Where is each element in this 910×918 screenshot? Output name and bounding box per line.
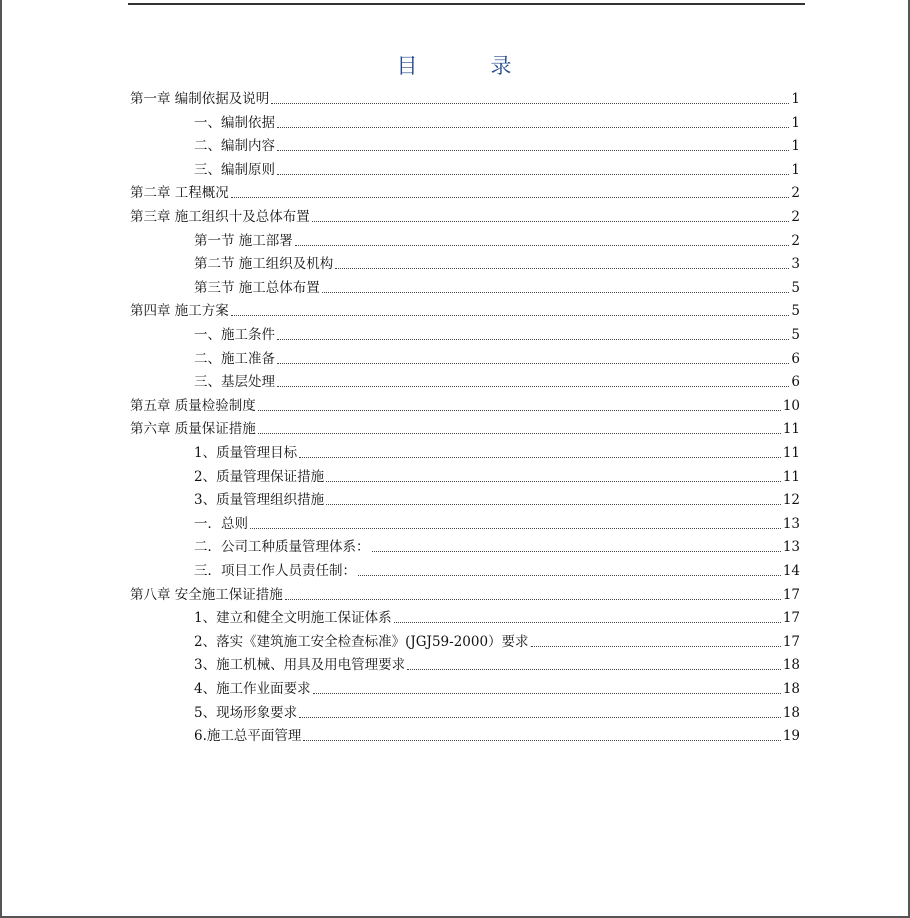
toc-entry-label: 二、施工准备	[194, 350, 275, 367]
toc-entry-label: 第五章 质量检验制度	[130, 397, 256, 414]
toc-entry-label: 4、施工作业面要求	[194, 681, 311, 697]
toc-dot-leader	[326, 481, 781, 482]
toc-entry-page-number: 1	[791, 138, 800, 155]
toc-entry-page-number: 6	[791, 350, 800, 367]
toc-entry-page-number: 17	[782, 633, 800, 650]
toc-dot-leader	[277, 127, 789, 128]
toc-entry[interactable]	[194, 678, 800, 698]
toc-entry-page-number: 2	[791, 185, 800, 202]
toc-dot-leader	[313, 693, 781, 694]
toc-entry-page-number: 1	[791, 161, 800, 178]
toc-entry[interactable]	[194, 513, 800, 533]
toc-entry[interactable]	[194, 253, 800, 273]
toc-entry-label: 第八章 安全施工保证措施	[130, 586, 283, 603]
toc-entry-page-number: 19	[782, 728, 800, 745]
toc-entry-page-number: 5	[791, 279, 800, 296]
toc-dot-leader	[358, 575, 781, 576]
toc-dot-leader	[299, 717, 781, 718]
toc-entry[interactable]	[194, 631, 800, 651]
toc-entry-page-number: 11	[782, 445, 800, 461]
toc-entry-page-number: 1	[791, 114, 800, 131]
toc-entry[interactable]	[194, 725, 800, 745]
toc-dot-leader	[277, 150, 789, 151]
toc-dot-leader	[295, 245, 790, 246]
toc-dot-leader	[271, 103, 789, 104]
toc-entry-label: 2、质量管理保证措施	[194, 468, 325, 485]
toc-entry-page-number: 12	[782, 492, 800, 509]
toc-dot-leader	[531, 646, 781, 647]
toc-entry[interactable]	[194, 654, 800, 674]
toc-entry-page-number: 14	[782, 563, 800, 579]
toc-entry-label: 1、质量管理目标	[194, 445, 298, 461]
toc-dot-leader	[322, 292, 790, 293]
toc-entry-label: 第二节 施工组织及机构	[194, 256, 334, 273]
toc-dot-leader	[250, 528, 781, 529]
toc-dot-leader	[231, 315, 790, 316]
toc-entry[interactable]	[194, 159, 800, 179]
toc-entry-label: 第六章 质量保证措施	[130, 421, 256, 438]
toc-entry-label: 一．总则	[194, 515, 248, 532]
toc-entry[interactable]	[194, 702, 800, 722]
toc-entry-label: 三．项目工作人员责任制：	[194, 563, 356, 579]
toc-dot-leader	[285, 599, 781, 600]
toc-dot-leader	[303, 740, 780, 741]
toc-entry-label: 第四章 施工方案	[130, 303, 229, 320]
toc-entry-page-number: 17	[782, 610, 800, 627]
toc-entry[interactable]	[194, 607, 800, 627]
toc-entry-label: 3、施工机械、用具及用电管理要求	[194, 657, 406, 674]
toc-entry[interactable]	[130, 395, 800, 415]
page-title: 目 录	[396, 54, 538, 78]
toc-entry-label: 5、现场形象要求	[194, 704, 298, 721]
toc-entry[interactable]	[130, 206, 800, 226]
toc-entry[interactable]	[130, 300, 800, 320]
toc-entry-label: 三、基层处理	[194, 374, 275, 391]
toc-entry-page-number: 5	[791, 303, 800, 320]
toc-dot-leader	[277, 339, 789, 340]
toc-entry[interactable]	[194, 277, 800, 297]
toc-dot-leader	[326, 504, 781, 505]
toc-dot-leader	[312, 221, 790, 222]
toc-dot-leader	[372, 551, 781, 552]
toc-entry-page-number: 2	[791, 232, 800, 249]
toc-entry-page-number: 18	[782, 704, 800, 721]
toc-entry-page-number: 10	[782, 397, 800, 414]
toc-entry[interactable]	[194, 324, 800, 344]
toc-entry[interactable]	[194, 135, 800, 155]
toc-dot-leader	[407, 669, 781, 670]
toc-entry-page-number: 18	[782, 657, 800, 674]
toc-entry-label: 3、质量管理组织措施	[194, 492, 325, 509]
toc-entry[interactable]	[130, 418, 800, 438]
toc-dot-leader	[335, 268, 789, 269]
toc-entry-label: 一、编制依据	[194, 114, 275, 131]
toc-dot-leader	[277, 363, 789, 364]
toc-entry-label: 二、编制内容	[194, 138, 275, 155]
toc-dot-leader	[299, 457, 781, 458]
toc-entry[interactable]	[194, 489, 800, 509]
toc-entry-page-number: 6	[791, 374, 800, 391]
toc-dot-leader	[258, 410, 781, 411]
toc-entry[interactable]	[194, 348, 800, 368]
toc-entry-label: 二．公司工种质量管理体系：	[194, 539, 370, 556]
toc-entry-label: 第二章 工程概况	[130, 185, 229, 202]
header-rule	[128, 3, 805, 5]
toc-entry-page-number: 13	[782, 539, 800, 556]
toc-entry-page-number: 18	[782, 681, 800, 697]
toc-entry-page-number: 2	[791, 209, 800, 225]
toc-entry[interactable]	[130, 584, 800, 604]
toc-dot-leader	[231, 197, 790, 198]
toc-entry-page-number: 17	[782, 586, 800, 603]
toc-entry[interactable]	[130, 182, 800, 202]
toc-entry-label: 2、落实《建筑施工安全检查标准》(JGJ59-2000）要求	[194, 633, 529, 650]
toc-entry-label: 第三章 施工组织十及总体布置	[130, 209, 310, 225]
toc-entry-page-number: 1	[791, 91, 800, 107]
toc-entry[interactable]	[194, 230, 800, 250]
toc-entry[interactable]	[194, 560, 800, 580]
toc-entry-page-number: 3	[791, 256, 800, 273]
toc-dot-leader	[258, 433, 781, 434]
toc-entry[interactable]	[130, 88, 800, 108]
toc-entry[interactable]	[194, 371, 800, 391]
page-frame-left	[0, 0, 2, 918]
toc-entry-page-number: 11	[782, 421, 800, 438]
toc-entry-label: 6.施工总平面管理	[194, 728, 302, 745]
toc-entry[interactable]	[194, 442, 800, 462]
toc-entry-label: 三、编制原则	[194, 161, 275, 178]
toc-entry[interactable]	[194, 112, 800, 132]
toc-entry-label: 第三节 施工总体布置	[194, 279, 320, 296]
toc-entry[interactable]	[194, 466, 800, 486]
toc-entry-page-number: 13	[782, 515, 800, 532]
toc-entry-page-number: 5	[791, 327, 800, 343]
toc-entry-label: 第一节 施工部署	[194, 232, 293, 249]
toc-entry[interactable]	[194, 536, 800, 556]
toc-entry-label: 1、建立和健全文明施工保证体系	[194, 610, 392, 627]
toc-dot-leader	[277, 386, 789, 387]
toc-entry-page-number: 11	[782, 468, 800, 485]
toc-dot-leader	[394, 622, 781, 623]
toc-entry-label: 第一章 编制依据及说明	[130, 91, 270, 107]
toc-entry-label: 一、施工条件	[194, 327, 275, 343]
toc-dot-leader	[277, 174, 789, 175]
